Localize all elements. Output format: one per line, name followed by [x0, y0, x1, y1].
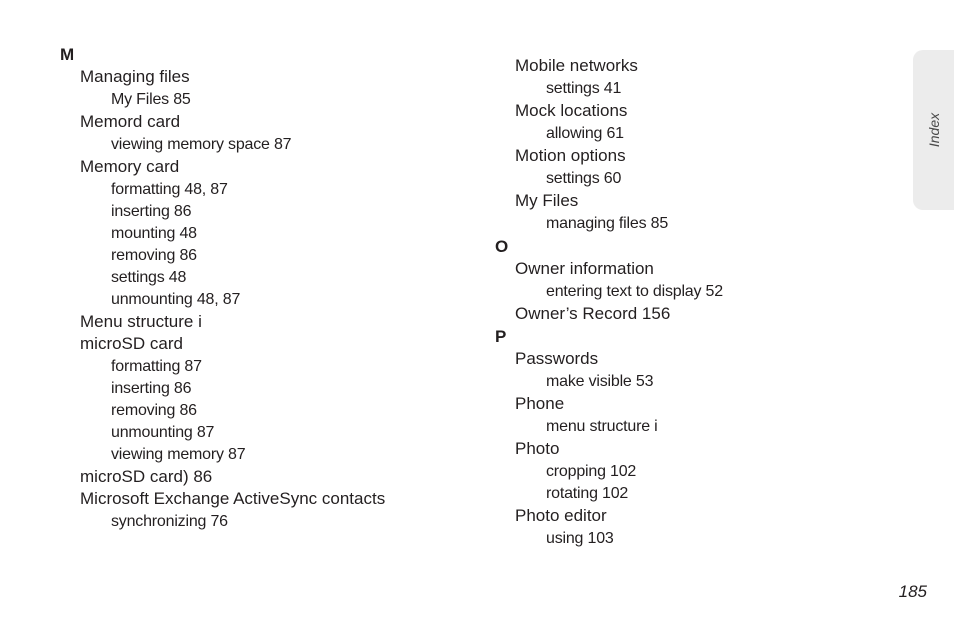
index-column-right — [495, 43, 875, 550]
side-tab-label: Index — [925, 112, 942, 148]
index-subentry: managing files 85 — [546, 215, 669, 232]
index-entry-my-files — [495, 190, 875, 235]
index-subentry: menu structure i — [546, 418, 658, 435]
index-entry-menu-structure — [60, 311, 460, 333]
index-subentry: settings 41 — [546, 80, 622, 97]
index-entry-motion-options — [495, 145, 875, 190]
index-subentry: make visible 53 — [546, 373, 654, 390]
index-entry-memory-card — [60, 156, 460, 311]
index-entry-mock-locations — [495, 100, 875, 145]
index-term: microSD card — [80, 334, 183, 353]
index-entry-photo-editor — [495, 505, 875, 550]
index-term: Motion options — [515, 146, 626, 165]
index-term: Photo editor — [515, 506, 607, 525]
index-subentry: mounting 48 — [111, 225, 197, 242]
index-term: Managing files — [80, 67, 190, 86]
index-subentry: cropping 102 — [546, 463, 637, 480]
index-term: Menu structure i — [80, 312, 202, 331]
index-subentry: settings 48 — [111, 269, 187, 286]
index-column-left — [60, 43, 460, 533]
page-number: 185 — [898, 582, 927, 601]
index-subentry: synchronizing 76 — [111, 513, 228, 530]
index-subentry: My Files 85 — [111, 91, 191, 108]
index-subentry: removing 86 — [111, 247, 197, 264]
index-letter-heading: M — [60, 45, 75, 64]
index-term: Memory card — [80, 157, 180, 176]
index-subentry: formatting 87 — [111, 358, 202, 375]
index-entry-phone — [495, 393, 875, 438]
index-term: Microsoft Exchange ActiveSync contacts — [80, 489, 386, 508]
index-subentry: allowing 61 — [546, 125, 624, 142]
index-term: Memord card — [80, 112, 181, 131]
index-subentry: settings 60 — [546, 170, 622, 187]
index-subentry: viewing memory space 87 — [111, 136, 292, 153]
index-entry-mobile-networks — [495, 55, 875, 100]
index-entry-owners-record — [495, 303, 875, 325]
index-term: Phone — [515, 394, 565, 413]
index-term: Owner information — [515, 259, 654, 278]
index-letter-heading: O — [495, 237, 509, 256]
index-entry-photo — [495, 438, 875, 505]
index-subentry: formatting 48, 87 — [111, 181, 228, 198]
index-letter-heading: P — [495, 327, 507, 346]
index-subentry: unmounting 87 — [111, 424, 215, 441]
index-term: Photo — [515, 439, 560, 458]
index-entry-microsd-card-paren — [60, 466, 460, 488]
index-term: Mock locations — [515, 101, 628, 120]
index-subentry: viewing memory 87 — [111, 446, 246, 463]
index-entry-microsoft-exchange — [60, 488, 460, 533]
index-entry-memord-card — [60, 111, 460, 156]
index-entry-owner-information — [495, 258, 875, 303]
index-subentry: removing 86 — [111, 402, 197, 419]
index-term: My Files — [515, 191, 579, 210]
index-term: Owner’s Record 156 — [515, 304, 671, 323]
index-subentry: entering text to display 52 — [546, 283, 723, 300]
index-subentry: inserting 86 — [111, 203, 192, 220]
index-subentry: unmounting 48, 87 — [111, 291, 241, 308]
index-entry-microsd-card — [60, 333, 460, 466]
index-subentry: inserting 86 — [111, 380, 192, 397]
index-term: Passwords — [515, 349, 599, 368]
section-side-tab — [913, 50, 954, 210]
index-subentry: rotating 102 — [546, 485, 629, 502]
index-term: microSD card) 86 — [80, 467, 213, 486]
index-entry-passwords — [495, 348, 875, 393]
index-entry-managing-files — [60, 66, 460, 111]
index-subentry: using 103 — [546, 530, 614, 547]
index-term: Mobile networks — [515, 56, 638, 75]
